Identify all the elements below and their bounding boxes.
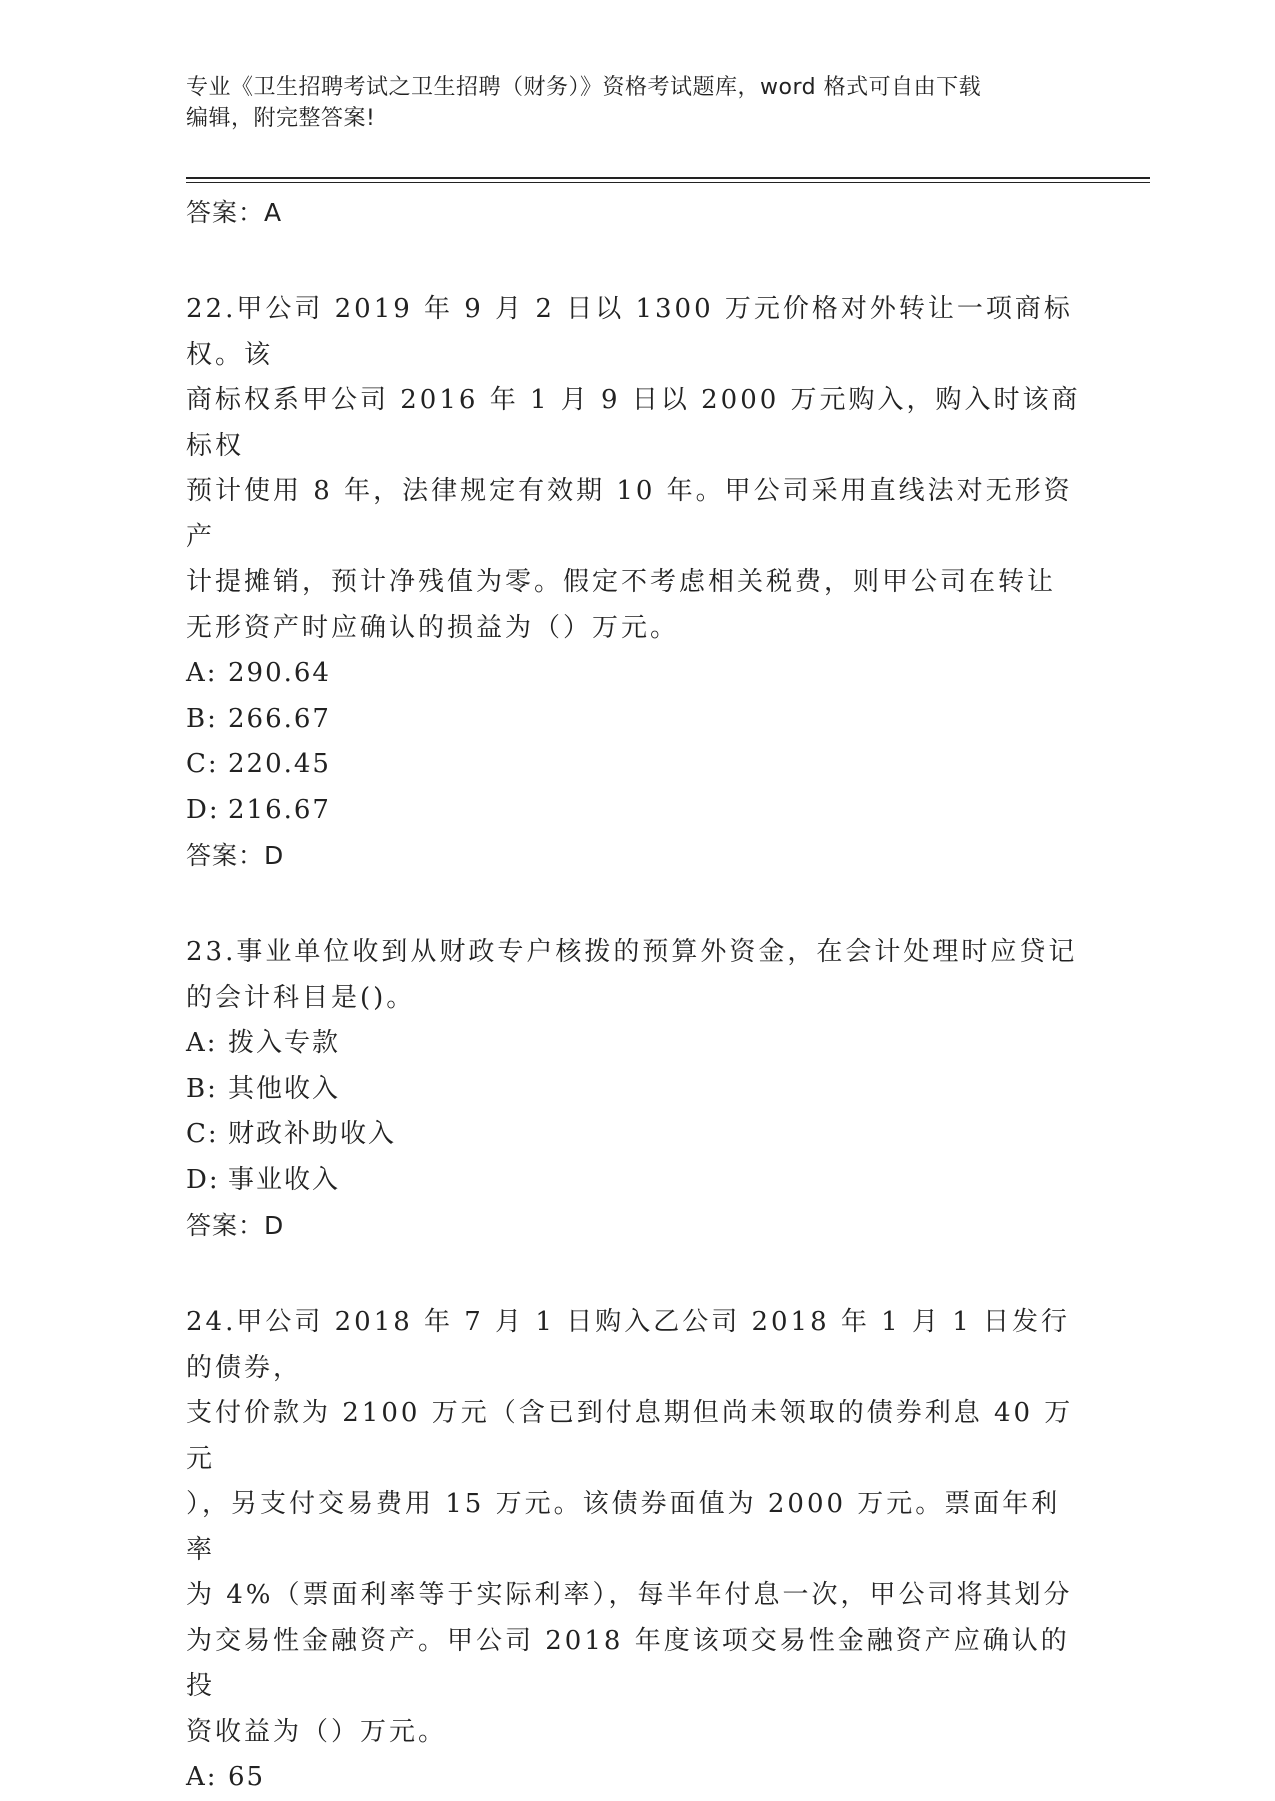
option-text: 290.64 <box>228 658 331 688</box>
option-text: 65 <box>228 1762 266 1792</box>
option-letter: B: <box>186 1073 218 1104</box>
question-stem-line: 23.事业单位收到从财政专户核拨的预算外资金，在会计处理时应贷记 <box>186 937 1078 967</box>
question-stem-line: 商标权系甲公司 2016 年 1 月 9 日以 2000 万元购入，购入时该商标权 <box>186 385 1081 461</box>
header-line-1: 专业《卫生招聘考试之卫生招聘（财务）》资格考试题库，word 格式可自由下载 <box>186 75 982 100</box>
document-header <box>186 72 1086 134</box>
option-letter: A: <box>186 658 218 688</box>
question-stem-line: 24.甲公司 2018 年 7 月 1 日购入乙公司 2018 年 1 月 1 日发行的债券， <box>186 1307 1071 1383</box>
answer-previous: 答案：A <box>186 198 283 227</box>
option-letter: C: <box>186 749 219 779</box>
option-text: 其他收入 <box>228 1073 341 1104</box>
answer-22: 答案：D <box>186 841 285 870</box>
option-a <box>186 1755 1086 1801</box>
question-24 <box>186 1300 1086 1801</box>
header-divider-thick <box>186 177 1150 179</box>
question-stem-line: ），另支付交易费用 15 万元。该债券面值为 2000 万元。票面年利率 <box>186 1489 1061 1565</box>
option-a <box>186 651 1086 697</box>
question-stem-line: 为交易性金融资产。甲公司 2018 年度该项交易性金融资产应确认的投 <box>186 1625 1070 1701</box>
option-text: 216.67 <box>228 794 331 825</box>
option-letter: B: <box>186 703 218 734</box>
header-line-2: 编辑，附完整答案! <box>186 106 376 131</box>
option-letter: C: <box>186 1119 219 1149</box>
question-stem-line: 的会计科目是()。 <box>186 982 416 1013</box>
question-stem-line: 计提摊销，预计净残值为零。假定不考虑相关税费，则甲公司在转让 <box>186 567 1057 597</box>
question-stem-line: 22.甲公司 2019 年 9 月 2 日以 1300 万元价格对外转让一项商标权。该 <box>186 294 1073 370</box>
question-stem-line: 为 4%（票面利率等于实际利率），每半年付息一次，甲公司将其划分 <box>186 1580 1073 1610</box>
question-stem-line: 预计使用 8 年，法律规定有效期 10 年。甲公司采用直线法对无形资产 <box>186 476 1073 552</box>
option-text: 财政补助收入 <box>228 1119 397 1149</box>
option-text: 220.45 <box>228 749 331 779</box>
option-d <box>186 788 1086 834</box>
option-c <box>186 1112 1086 1158</box>
option-a <box>186 1021 1086 1067</box>
question-23 <box>186 930 1086 1248</box>
option-letter: D: <box>186 794 220 825</box>
option-letter: D: <box>186 1164 220 1195</box>
question-stem-line: 支付价款为 2100 万元（含已到付息期但尚未领取的债券利息 40 万元 <box>186 1398 1074 1474</box>
option-c <box>186 742 1086 788</box>
option-text: 拨入专款 <box>228 1028 341 1058</box>
answer-23: 答案：D <box>186 1211 285 1240</box>
question-stem-line: 无形资产时应确认的损益为（）万元。 <box>186 612 680 643</box>
option-letter: A: <box>186 1028 218 1058</box>
question-stem-line: 资收益为（）万元。 <box>186 1716 448 1747</box>
option-b <box>186 1067 1086 1113</box>
option-d <box>186 1158 1086 1204</box>
header-divider-thin <box>186 182 1150 183</box>
question-22 <box>186 287 1086 878</box>
page-content <box>186 190 1086 1801</box>
option-b <box>186 697 1086 743</box>
option-text: 事业收入 <box>228 1164 341 1195</box>
option-letter: A: <box>186 1762 218 1792</box>
option-text: 266.67 <box>228 703 331 734</box>
